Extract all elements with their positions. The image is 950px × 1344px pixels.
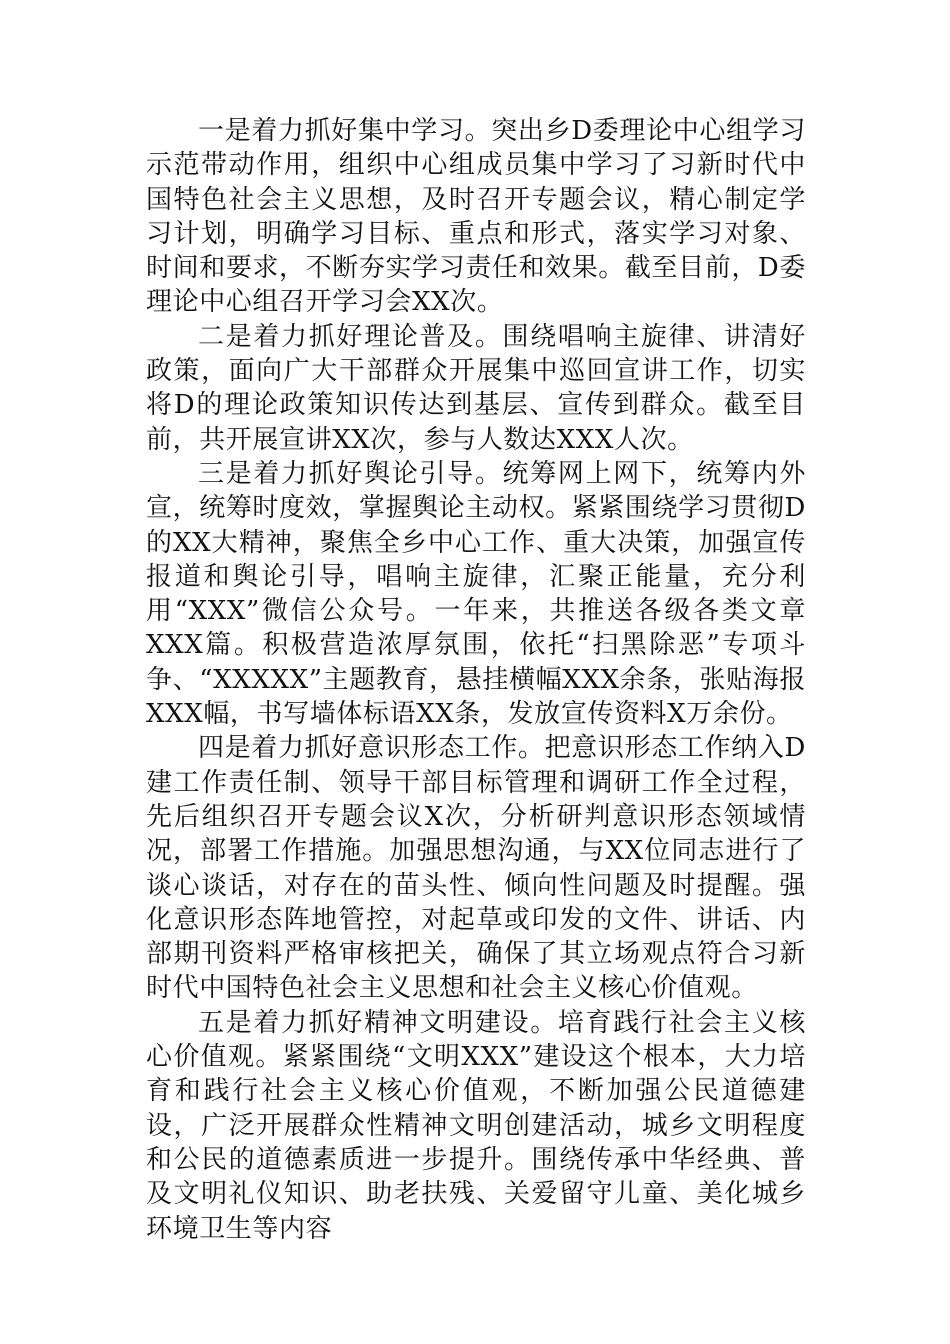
document-body [146, 114, 806, 1246]
paragraph-1: 一是着力抓好集中学习。突出乡D委理论中心组学习示范带动作用，组织中心组成员集中学习了习新时代中国特色社会主义思想，及时召开专题会议，精心制定学习计划，明确学习目标、重点和形式，落实学习对象、时间和要求，不断夯实学习责任和效果。截至目前，D委理论中心组召开学习会XX次。 [146, 116, 806, 318]
paragraph-2: 二是着力抓好理论普及。围绕唱响主旋律、讲清好政策，面向广大干部群众开展集中巡回宣讲工作，切实将D的理论政策知识传达到基层、宣传到群众。截至目前，共开展宣讲XX次，参与人数达XXX人次。 [146, 321, 806, 455]
paragraph-3: 三是着力抓好舆论引导。统筹网上网下，统筹内外宣，统筹时度效，掌握舆论主动权。紧紧围绕学习贯彻D的XX大精神，聚焦全乡中心工作、重大决策，加强宣传报道和舆论引导，唱响主旋律，汇聚正能量，充分利用“XXX”微信公众号。一年来，共推送各级各类文章XXX篇。积极营造浓厚氛围，依托“扫黑除恶”专项斗争、“XXXXX”主题教育，悬挂横幅XXX余条，张贴海报XXX幅，书写墙体标语XX条，发放宣传资料X万余份。 [146, 458, 806, 730]
paragraph-5: 五是着力抓好精神文明建设。培育践行社会主义核心价值观。紧紧围绕“文明XXX”建设这个根本，大力培育和践行社会主义核心价值观，不断加强公民道德建设，广泛开展群众性精神文明创建活动，城乡文明程度和公民的道德素质进一步提升。围绕传承中华经典、普及文明礼仪知识、助老扶残、关爱留守儿童、美化城乡环境卫生等内容 [146, 1007, 806, 1244]
paragraph-4: 四是着力抓好意识形态工作。把意识形态工作纳入D建工作责任制、领导干部目标管理和调研工作全过程，先后组织召开专题会议X次，分析研判意识形态领域情况，部署工作措施。加强思想沟通，与XX位同志进行了谈心谈话，对存在的苗头性、倾向性问题及时提醒。强化意识形态阵地管控，对起草或印发的文件、讲话、内部期刊资料严格审核把关，确保了其立场观点符合习新时代中国特色社会主义思想和社会主义核心价值观。 [146, 733, 806, 1004]
